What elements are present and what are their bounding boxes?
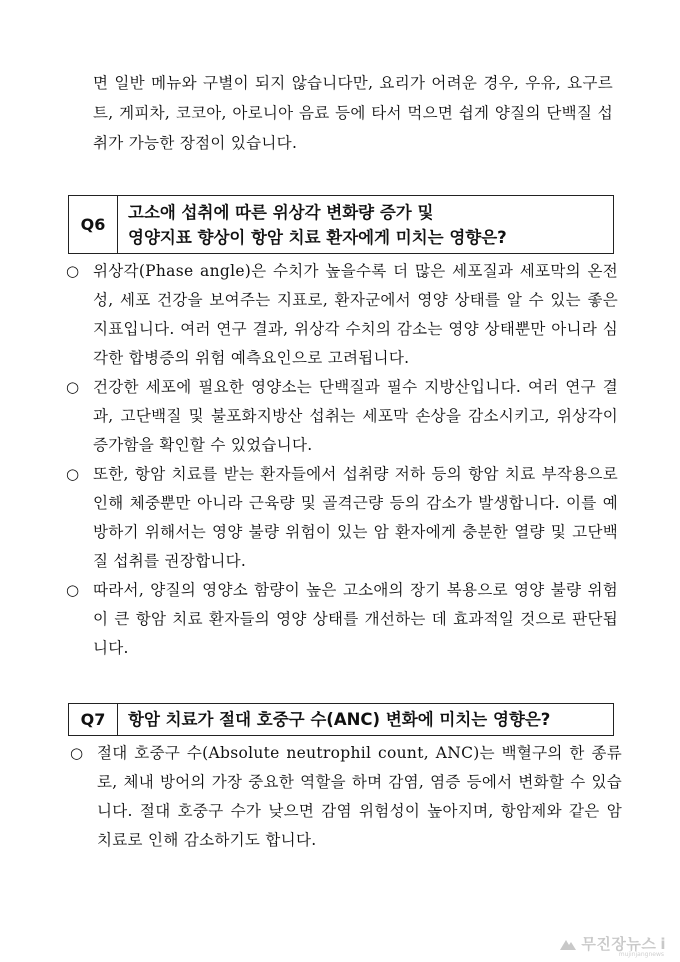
watermark xyxy=(559,933,666,958)
q6-title-line2: 영양지표 향상이 항암 치료 환자에게 미치는 영향은? xyxy=(128,227,507,247)
bullet-circle-icon: ○ xyxy=(66,262,80,280)
q6-answer-text: 또한, 항암 치료를 받는 환자들에서 섭취량 저하 등의 항암 치료 부작용으로 인해 체중뿐만 아니라 근육량 및 골격근량 등의 감소가 발생합니다. 이를 예방하기 위해서는 영양 불량 위험이 있는 암 환자에게 충분한 열량 및 고단백질 섭취를 권장합니다. xyxy=(93,465,618,570)
intro-paragraph: 면 일반 메뉴와 구별이 되지 않습니다만, 요리가 어려운 경우, 우유, 요구르트, 게피차, 코코아, 아로니아 음료 등에 타서 먹으면 쉽게 양질의 단백질 섭취가 가능한 장점이 있습니다. xyxy=(93,74,613,152)
q6-answer-text: 따라서, 양질의 영양소 함량이 높은 고소애의 장기 복용으로 영양 불량 위험이 큰 항암 치료 환자들의 영양 상태를 개선하는 데 효과적일 것으로 판단됩니다. xyxy=(93,581,618,657)
q6-title xyxy=(118,196,517,253)
mountain-logo-icon xyxy=(559,936,577,952)
q7-question-box xyxy=(68,703,614,736)
q6-title-line1: 고소애 섭취에 따른 위상각 변화량 증가 및 xyxy=(128,202,434,222)
bullet-circle-icon: ○ xyxy=(66,378,80,396)
q7-answer-text: 절대 호중구 수(Absolute neutrophil count, ANC)는 백혈구의 한 종류로, 체내 방어의 가장 중요한 역할을 하며 감염, 염증 등에서 변화할 수 있습니다. 절대 호중구 수가 낮으면 감염 위험성이 높아지며, 항암제와 같은 암 치료로 인해 감소하기도 합니다. xyxy=(97,744,622,849)
watermark-suffix: i xyxy=(660,934,666,953)
q6-answer-item xyxy=(66,257,618,373)
q7-answer-item xyxy=(70,739,622,855)
q6-label: Q6 xyxy=(69,196,118,253)
q6-question-box xyxy=(68,195,614,254)
q6-answer-item xyxy=(66,373,618,460)
bullet-circle-icon: ○ xyxy=(70,744,84,762)
q7-label: Q7 xyxy=(69,704,118,735)
watermark-text: 무진장뉴스 xyxy=(581,935,657,953)
q6-answer-text: 위상각(Phase angle)은 수치가 높을수록 더 많은 세포질과 세포막의 온전성, 세포 건강을 보여주는 지표로, 환자군에서 영양 상태를 알 수 있는 좋은 지표입니다. 여러 연구 결과, 위상각 수치의 감소는 영양 상태뿐만 아니라 심각한 합병증의 위험 예측요인으로 고려됩니다. xyxy=(93,262,618,367)
q6-answer-item xyxy=(66,460,618,576)
q7-title: 항암 치료가 절대 호중구 수(ANC) 변화에 미치는 영향은? xyxy=(128,710,551,729)
bullet-circle-icon: ○ xyxy=(66,581,80,599)
q6-answer-text: 건강한 세포에 필요한 영양소는 단백질과 필수 지방산입니다. 여러 연구 결과, 고단백질 및 불포화지방산 섭취는 세포막 손상을 감소시키고, 위상각이 증가함을 확인할 수 있었습니다. xyxy=(93,378,618,454)
bullet-circle-icon: ○ xyxy=(66,465,80,483)
watermark-subtext: mujinjangnews xyxy=(618,951,664,958)
q6-answer-item xyxy=(66,576,618,663)
q6-answer-list xyxy=(66,257,618,663)
q7-answer-list xyxy=(70,739,622,855)
